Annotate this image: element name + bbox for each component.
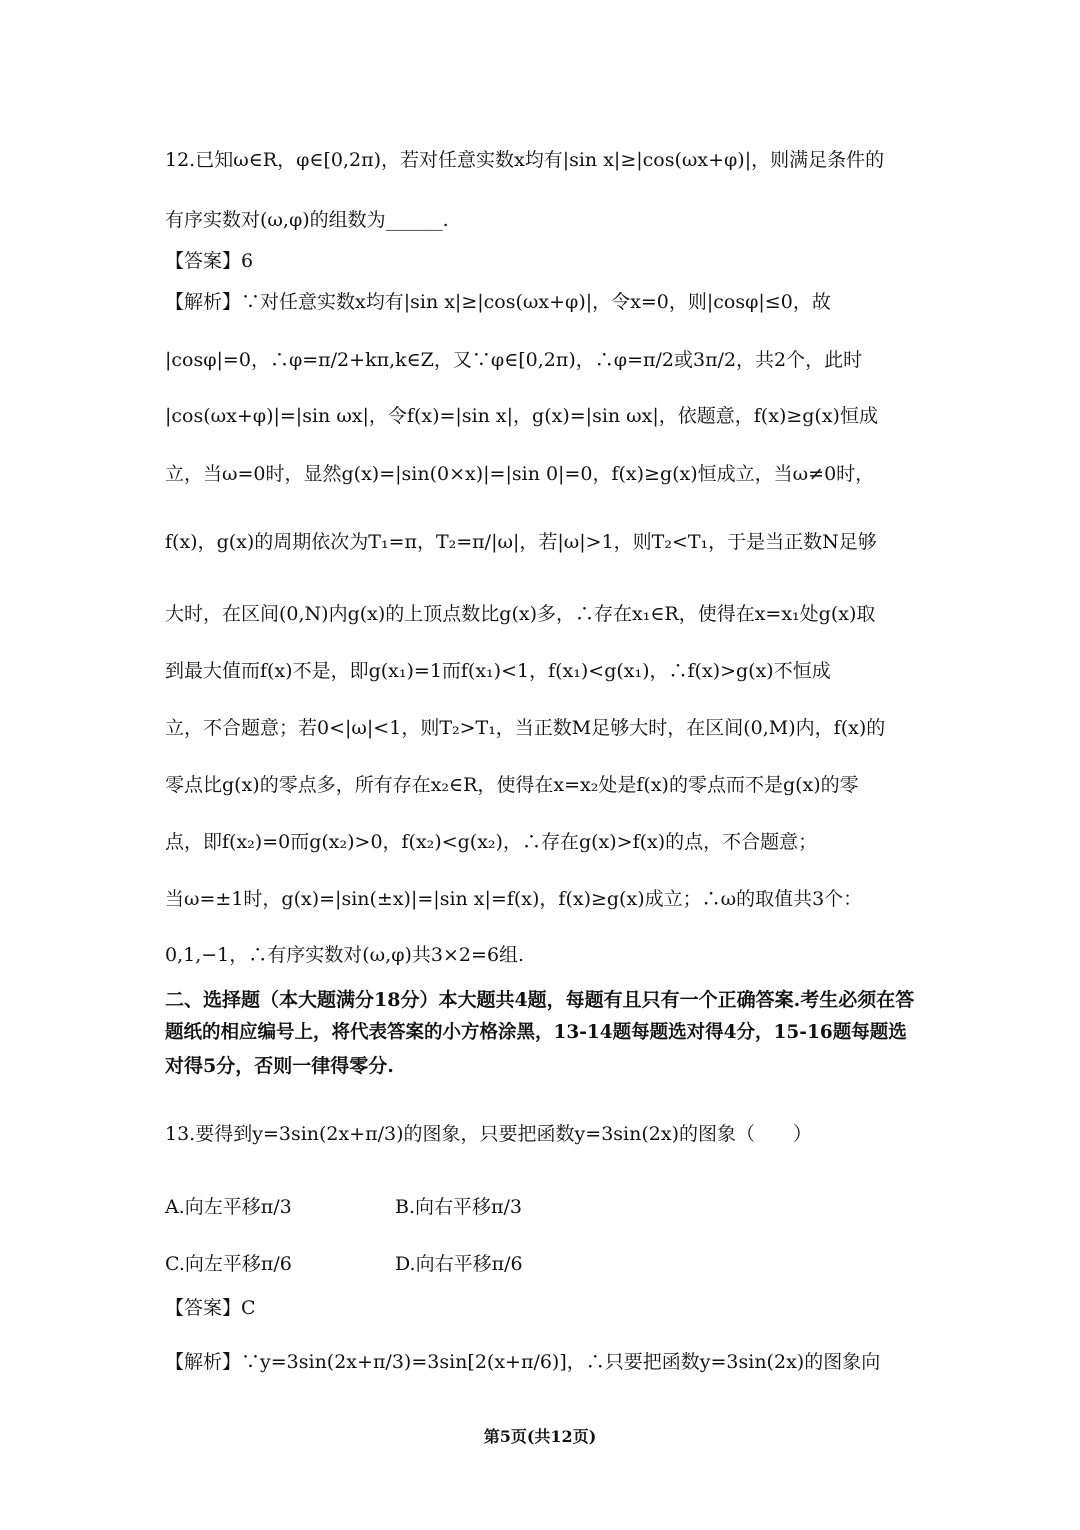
q13-option-c: C.向左平移π/6 <box>165 1253 292 1275</box>
section-two-heading: 对得5分，否则一律得零分. <box>165 1055 394 1077</box>
q13-option-a: A.向左平移π/3 <box>165 1196 292 1218</box>
q12-text: 有序实数对(ω,φ)的组数为______. <box>165 209 449 231</box>
q13-option-d: D.向右平移π/6 <box>395 1253 523 1275</box>
q12-solution: 当ω=±1时，g(x)=|sin(±x)|=|sin x|=f(x)，f(x)≥g(x)成立；∴ω的取值共3个： <box>165 888 863 910</box>
q12-text: 12.已知ω∈R，φ∈[0,2π)，若对任意实数x均有|sin x|≥|cos(ωx+φ)|，则满足条件的 <box>165 149 885 171</box>
q12-solution: 立，不合题意；若0<|ω|<1，则T₂>T₁，当正数M足够大时，在区间(0,M)内，f(x)的 <box>165 717 886 739</box>
q13-option-b: B.向右平移π/3 <box>395 1196 522 1218</box>
q12-solution: |cosφ|=0，∴φ=π/2+kπ,k∈Z，又∵φ∈[0,2π)，∴φ=π/2或3π/2，共2个，此时 <box>165 349 863 371</box>
q12-solution: |cos(ωx+φ)|=|sin ωx|，令f(x)=|sin x|，g(x)=|sin ωx|，依题意，f(x)≥g(x)恒成 <box>165 405 878 427</box>
section-two-heading: 题纸的相应编号上，将代表答案的小方格涂黑，13-14题每题选对得4分，15-16题每题选 <box>165 1022 907 1043</box>
page-number: 第5页(共12页) <box>483 1427 597 1446</box>
q12-solution: f(x)，g(x)的周期依次为T₁=π，T₂=π/|ω|，若|ω|>1，则T₂<T₁，于是当正数N足够 <box>165 531 877 553</box>
q12-solution: 点，即f(x₂)=0而g(x₂)>0，f(x₂)<g(x₂)，∴存在g(x)>f(x)的点，不合题意； <box>165 831 818 853</box>
q12-solution: 零点比g(x)的零点多，所有存在x₂∈R，使得在x=x₂处是f(x)的零点而不是g(x)的零 <box>165 774 859 796</box>
q13-answer: 【答案】C <box>165 1297 256 1319</box>
q13-text: 13.要得到y=3sin(2x+π/3)的图象，只要把函数y=3sin(2x)的图象（ ） <box>165 1123 812 1145</box>
q12-solution: 0,1,−1，∴有序实数对(ω,φ)共3×2=6组. <box>165 944 525 966</box>
q13-solution: 【解析】∵y=3sin(2x+π/3)=3sin[2(x+π/6)]，∴只要把函数y=3sin(2x)的图象向 <box>165 1351 881 1373</box>
q12-solution: 立，当ω=0时，显然g(x)=|sin(0×x)|=|sin 0|=0，f(x)≥g(x)恒成立，当ω≠0时， <box>165 463 875 485</box>
q12-solution: 大时，在区间(0,N)内g(x)的上顶点数比g(x)多，∴存在x₁∈R，使得在x=x₁处g(x)取 <box>165 603 876 625</box>
q12-solution: 【解析】∵对任意实数x均有|sin x|≥|cos(ωx+φ)|，令x=0，则|cosφ|≤0，故 <box>165 291 831 313</box>
section-two-heading: 二、选择题（本大题满分18分）本大题共4题，每题有且只有一个正确答案.考生必须在答 <box>165 989 915 1011</box>
q12-solution: 到最大值而f(x)不是，即g(x₁)=1而f(x₁)<1，f(x₁)<g(x₁)，∴f(x)>g(x)不恒成 <box>165 660 831 682</box>
q12-answer: 【答案】6 <box>165 250 254 272</box>
